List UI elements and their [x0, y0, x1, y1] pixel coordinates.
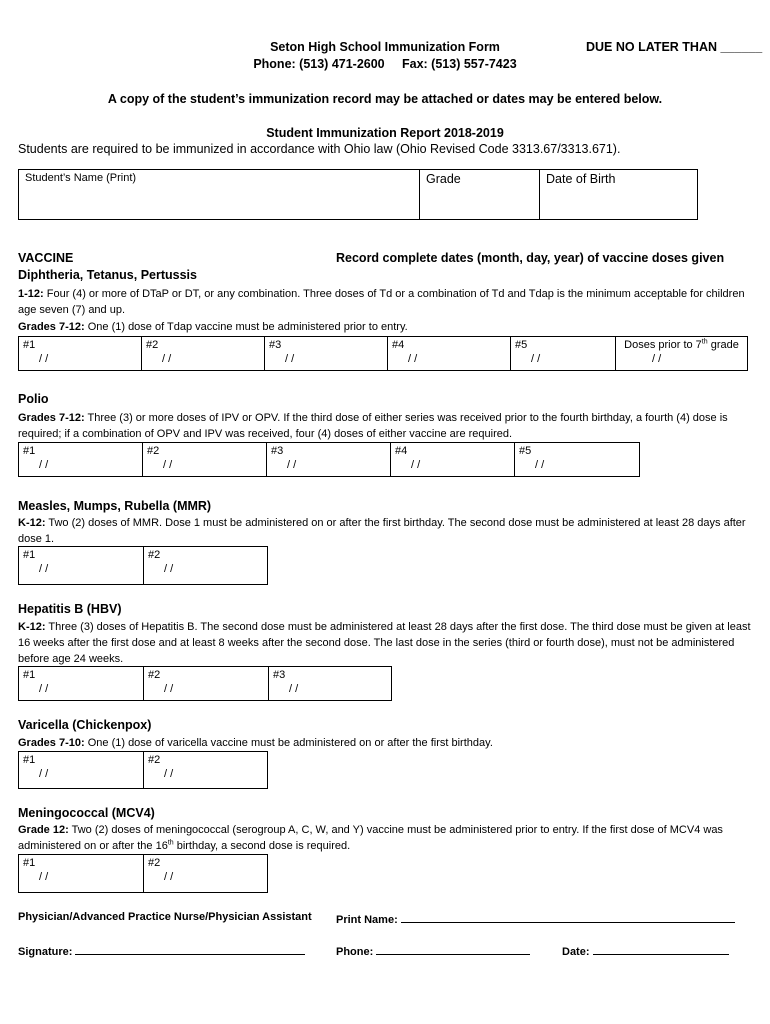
- date-slashes: / /: [39, 563, 49, 575]
- mcv4-req-text-b: birthday, a second dose is required.: [173, 840, 351, 852]
- record-dates-header: Record complete dates (month, day, year) of vaccine doses given: [336, 251, 725, 265]
- dtp-dose-4[interactable]: [388, 337, 511, 371]
- polio-dose-5[interactable]: [515, 443, 640, 477]
- student-name-label: Student’s Name (Print): [25, 172, 137, 184]
- dose-label: #4: [395, 445, 408, 457]
- date-slashes: / /: [164, 768, 174, 780]
- prior-7th-label: [620, 338, 743, 352]
- copy-note: A copy of the student’s immunization record may be attached or dates may be entered below.: [107, 92, 663, 106]
- date-slashes: / /: [39, 768, 49, 780]
- dose-label: #5: [519, 445, 532, 457]
- varicella-dose-2[interactable]: [144, 752, 268, 789]
- varicella-title: Varicella (Chickenpox): [18, 718, 152, 732]
- dose-label: #1: [23, 669, 36, 681]
- dose-label: #5: [515, 339, 528, 351]
- date-slashes: / /: [535, 459, 545, 471]
- date-slashes: / /: [162, 353, 172, 365]
- dtp-dose-3[interactable]: [265, 337, 388, 371]
- date-line[interactable]: [593, 943, 729, 955]
- signature-line[interactable]: [75, 943, 305, 955]
- date-slashes: / /: [164, 683, 174, 695]
- mcv4-dose-2[interactable]: [144, 855, 268, 893]
- dtp-dose-2[interactable]: [142, 337, 265, 371]
- dtp-req1-text: Four (4) or more of DTaP or DT, or any combination. Three doses of Td or a combination of Td and Tdap is the minimum acceptable for children age seven (7) and up.: [18, 288, 745, 316]
- dtp-req2-label: Grades 7-12:: [18, 321, 85, 333]
- dtp-dose-1[interactable]: [19, 337, 142, 371]
- dob-field[interactable]: [540, 170, 698, 220]
- mmr-title: Measles, Mumps, Rubella (MMR): [18, 499, 212, 513]
- varicella-req-label: Grades 7-10:: [18, 737, 85, 749]
- varicella-requirement: [18, 735, 753, 751]
- mmr-dose-2[interactable]: [144, 547, 268, 585]
- polio-dose-4[interactable]: [391, 443, 515, 477]
- date-field[interactable]: [562, 943, 729, 958]
- mcv4-title: Meningococcal (MCV4): [18, 806, 155, 820]
- print-name-label: Print Name:: [336, 914, 398, 926]
- signature-field[interactable]: [18, 943, 305, 958]
- date-slashes: / /: [164, 563, 174, 575]
- dose-label: #1: [23, 549, 36, 561]
- dose-label: #3: [271, 445, 284, 457]
- date-slashes: / /: [39, 353, 49, 365]
- varicella-dose-1[interactable]: [19, 752, 144, 789]
- hbv-title: Hepatitis B (HBV): [18, 602, 122, 616]
- dose-label: #2: [147, 445, 160, 457]
- dose-label: #2: [148, 549, 161, 561]
- dose-label: #1: [23, 339, 36, 351]
- date-slashes: / /: [39, 683, 49, 695]
- prior-label-b: grade: [707, 339, 739, 351]
- date-slashes: / /: [39, 459, 49, 471]
- prior-label-a: Doses prior to 7: [624, 339, 702, 351]
- hbv-dose-table: [18, 666, 392, 701]
- date-slashes: / /: [164, 871, 174, 883]
- report-title: Student Immunization Report 2018-2019: [266, 126, 504, 140]
- polio-dose-3[interactable]: [267, 443, 391, 477]
- date-slashes: / /: [289, 683, 299, 695]
- form-title: Seton High School Immunization Form: [270, 40, 500, 54]
- dose-label: #2: [148, 754, 161, 766]
- dose-label: #1: [23, 754, 36, 766]
- dose-label: #1: [23, 445, 36, 457]
- dose-label: #2: [146, 339, 159, 351]
- dose-label: #1: [23, 857, 36, 869]
- date-slashes: / /: [163, 459, 173, 471]
- mcv4-req-label: Grade 12:: [18, 824, 69, 836]
- phone-field[interactable]: [336, 943, 530, 958]
- prior-label-sup: th: [701, 338, 708, 346]
- date-slashes: / /: [285, 353, 295, 365]
- dose-label: #4: [392, 339, 405, 351]
- dtp-req2-text: One (1) dose of Tdap vaccine must be administered prior to entry.: [87, 321, 408, 333]
- date-slashes: / /: [411, 459, 421, 471]
- varicella-dose-table: [18, 751, 268, 789]
- contact-info: Phone: (513) 471-2600 Fax: (513) 557-7423: [253, 57, 517, 71]
- print-name-line[interactable]: [401, 911, 735, 923]
- mmr-req-text: Two (2) doses of MMR. Dose 1 must be administered on or after the first birthday. The second dose must be administered at least 28 days after dose 1.: [18, 517, 746, 545]
- hbv-req-text: Three (3) doses of Hepatitis B. The second dose must be administered at least 28 days after the first dose. The third dose must be given at least 16 weeks after the first dose and at least 8 weeks after the second dose. The last dose in the series (third or fourth dose), must not be administered before age 24 weeks.: [18, 621, 751, 665]
- mcv4-req-text-sup: th: [167, 839, 174, 847]
- grade-label: Grade: [426, 172, 461, 186]
- polio-req-label: Grades 7-12:: [18, 412, 85, 424]
- grade-field[interactable]: [420, 170, 540, 220]
- signature-label: Signature:: [18, 946, 73, 958]
- dose-label: #2: [148, 857, 161, 869]
- varicella-req-text: One (1) dose of varicella vaccine must be administered on or after the first birthday.: [87, 737, 493, 749]
- phone-label: Phone:: [336, 946, 374, 958]
- polio-dose-table: [18, 442, 640, 477]
- mmr-requirement: [18, 515, 753, 547]
- date-slashes: / /: [652, 353, 662, 365]
- dtp-requirement-1: [18, 286, 753, 318]
- law-note: Students are required to be immunized in accordance with Ohio law (Ohio Revised Code 3313.67/3313.671).: [18, 142, 621, 156]
- due-date-field[interactable]: DUE NO LATER THAN ______: [586, 40, 763, 54]
- provider-label: Physician/Advanced Practice Nurse/Physician Assistant: [18, 911, 312, 923]
- date-slashes: / /: [39, 871, 49, 883]
- mmr-req-label: K-12:: [18, 517, 46, 529]
- phone-line[interactable]: [376, 943, 530, 955]
- mmr-dose-table: [18, 546, 268, 585]
- dtp-title: Diphtheria, Tetanus, Pertussis: [18, 268, 197, 282]
- student-info-table: [18, 169, 698, 220]
- polio-req-text: Three (3) or more doses of IPV or OPV. If the third dose of either series was received prior to the fourth birthday, a fourth (4) dose is required; if a combination of OPV and IPV was received, four (4) doses of either vaccine are required.: [18, 412, 728, 440]
- polio-title: Polio: [18, 392, 49, 406]
- mcv4-dose-1[interactable]: [19, 855, 144, 893]
- hbv-requirement: [18, 619, 753, 667]
- polio-dose-1[interactable]: [19, 443, 143, 477]
- date-label: Date:: [562, 946, 590, 958]
- dob-label: Date of Birth: [546, 172, 616, 186]
- dtp-req1-label: 1-12:: [18, 288, 44, 300]
- hbv-dose-1[interactable]: [19, 667, 144, 701]
- print-name-field[interactable]: [336, 911, 735, 926]
- mcv4-req-text-a: Two (2) doses of meningococcal (serogroup A, C, W, and Y) vaccine must be administered prior to entry. If the first dose of MCV4 was administered on or after the 16: [18, 824, 723, 852]
- dtp-dose-prior-7th[interactable]: [616, 337, 748, 371]
- date-slashes: / /: [287, 459, 297, 471]
- vaccine-header: VACCINE: [18, 251, 74, 265]
- mmr-dose-1[interactable]: [19, 547, 144, 585]
- hbv-dose-3[interactable]: [269, 667, 392, 701]
- dtp-requirement-2: [18, 319, 753, 335]
- dtp-dose-5[interactable]: [511, 337, 616, 371]
- mcv4-requirement: [18, 822, 753, 854]
- hbv-req-label: K-12:: [18, 621, 46, 633]
- dose-label: #3: [269, 339, 282, 351]
- date-slashes: / /: [531, 353, 541, 365]
- date-slashes: / /: [408, 353, 418, 365]
- dose-label: #3: [273, 669, 286, 681]
- mcv4-dose-table: [18, 854, 268, 893]
- dose-label: #2: [148, 669, 161, 681]
- dtp-dose-table: [18, 336, 748, 371]
- student-name-field[interactable]: [19, 170, 420, 220]
- polio-requirement: [18, 410, 753, 442]
- hbv-dose-2[interactable]: [144, 667, 269, 701]
- polio-dose-2[interactable]: [143, 443, 267, 477]
